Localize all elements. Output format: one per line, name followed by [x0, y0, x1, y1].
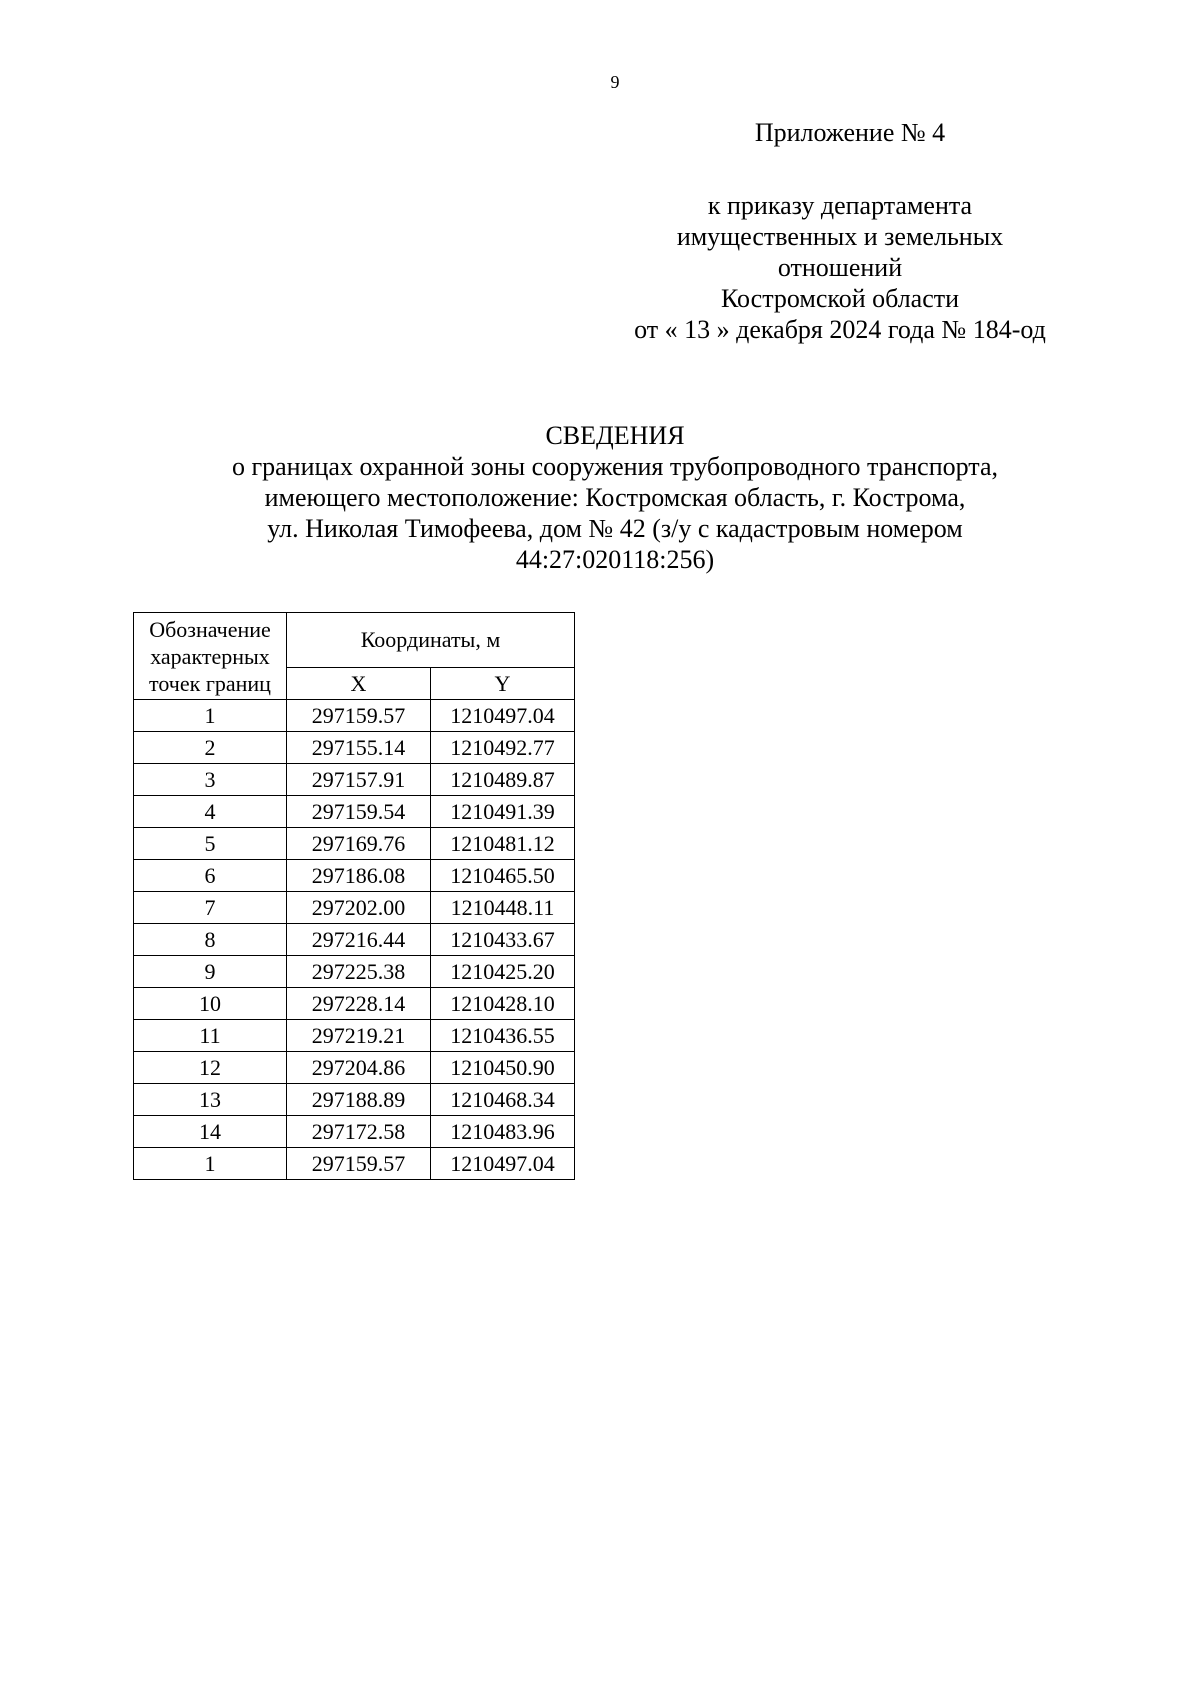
y-cell: 1210497.04: [431, 1148, 575, 1180]
x-cell: 297172.58: [287, 1116, 431, 1148]
y-cell: 1210491.39: [431, 796, 575, 828]
point-cell: 7: [134, 892, 287, 924]
order-line: имущественных и земельных: [676, 222, 1004, 251]
x-cell: 297186.08: [287, 860, 431, 892]
y-cell: 1210428.10: [431, 988, 575, 1020]
point-cell: 6: [134, 860, 287, 892]
point-cell: 2: [134, 732, 287, 764]
y-cell: 1210433.67: [431, 924, 575, 956]
document-heading: [100, 420, 1130, 575]
heading-line: ул. Николая Тимофеева, дом № 42 (з/у с кадастровым номером: [267, 514, 963, 543]
x-cell: 297219.21: [287, 1020, 431, 1052]
point-cell: 14: [134, 1116, 287, 1148]
table-row: [134, 1084, 575, 1116]
coordinates-header: Координаты, м: [287, 613, 575, 668]
table-row: [134, 1020, 575, 1052]
x-cell: 297216.44: [287, 924, 431, 956]
point-cell: 12: [134, 1052, 287, 1084]
x-cell: 297155.14: [287, 732, 431, 764]
table-row: [134, 860, 575, 892]
table-header-row: [134, 613, 575, 668]
point-cell: 11: [134, 1020, 287, 1052]
point-cell: 3: [134, 764, 287, 796]
y-cell: 1210489.87: [431, 764, 575, 796]
y-cell: 1210468.34: [431, 1084, 575, 1116]
y-cell: 1210450.90: [431, 1052, 575, 1084]
table-row: [134, 892, 575, 924]
point-header: [134, 613, 287, 700]
appendix-title: Приложение № 4: [754, 118, 946, 147]
heading-line: 44:27:020118:256): [515, 545, 715, 574]
table-row: [134, 956, 575, 988]
y-cell: 1210436.55: [431, 1020, 575, 1052]
table-row: [134, 700, 575, 732]
y-cell: 1210481.12: [431, 828, 575, 860]
x-cell: 297169.76: [287, 828, 431, 860]
x-header: X: [287, 668, 431, 700]
table-row: [134, 796, 575, 828]
table-row: [134, 764, 575, 796]
heading-line: о границах охранной зоны сооружения трубопроводного транспорта,: [231, 452, 999, 481]
y-cell: 1210448.11: [431, 892, 575, 924]
y-cell: 1210492.77: [431, 732, 575, 764]
y-cell: 1210465.50: [431, 860, 575, 892]
order-reference: [600, 190, 1080, 345]
point-cell: 1: [134, 1148, 287, 1180]
point-cell: 9: [134, 956, 287, 988]
point-header-line: характерных: [150, 643, 270, 669]
x-cell: 297202.00: [287, 892, 431, 924]
table-row: [134, 924, 575, 956]
x-cell: 297225.38: [287, 956, 431, 988]
y-cell: 1210483.96: [431, 1116, 575, 1148]
table-row: [134, 1148, 575, 1180]
order-line: отношений: [777, 253, 903, 282]
table-row: [134, 1116, 575, 1148]
coordinates-table: [133, 612, 575, 1180]
point-cell: 8: [134, 924, 287, 956]
point-cell: 10: [134, 988, 287, 1020]
order-line: от « 13 » декабря 2024 года № 184-од: [634, 315, 1046, 344]
heading-title: СВЕДЕНИЯ: [545, 421, 685, 450]
table-row: [134, 732, 575, 764]
table-row: [134, 1052, 575, 1084]
table-body: [134, 700, 575, 1180]
x-cell: 297159.57: [287, 700, 431, 732]
point-header-line: точек границ: [149, 670, 271, 696]
point-cell: 5: [134, 828, 287, 860]
order-line: Костромской области: [720, 284, 960, 313]
x-cell: 297159.54: [287, 796, 431, 828]
y-cell: 1210497.04: [431, 700, 575, 732]
x-cell: 297204.86: [287, 1052, 431, 1084]
point-cell: 4: [134, 796, 287, 828]
table-row: [134, 988, 575, 1020]
heading-line: имеющего местоположение: Костромская область, г. Кострома,: [264, 483, 966, 512]
x-cell: 297157.91: [287, 764, 431, 796]
table-row: [134, 828, 575, 860]
y-header: Y: [431, 668, 575, 700]
point-header-line: Обозначение: [149, 616, 271, 642]
x-cell: 297188.89: [287, 1084, 431, 1116]
order-line: к приказу департамента: [707, 191, 973, 220]
x-cell: 297159.57: [287, 1148, 431, 1180]
point-cell: 1: [134, 700, 287, 732]
x-cell: 297228.14: [287, 988, 431, 1020]
point-cell: 13: [134, 1084, 287, 1116]
y-cell: 1210425.20: [431, 956, 575, 988]
page-number: 9: [610, 72, 620, 92]
